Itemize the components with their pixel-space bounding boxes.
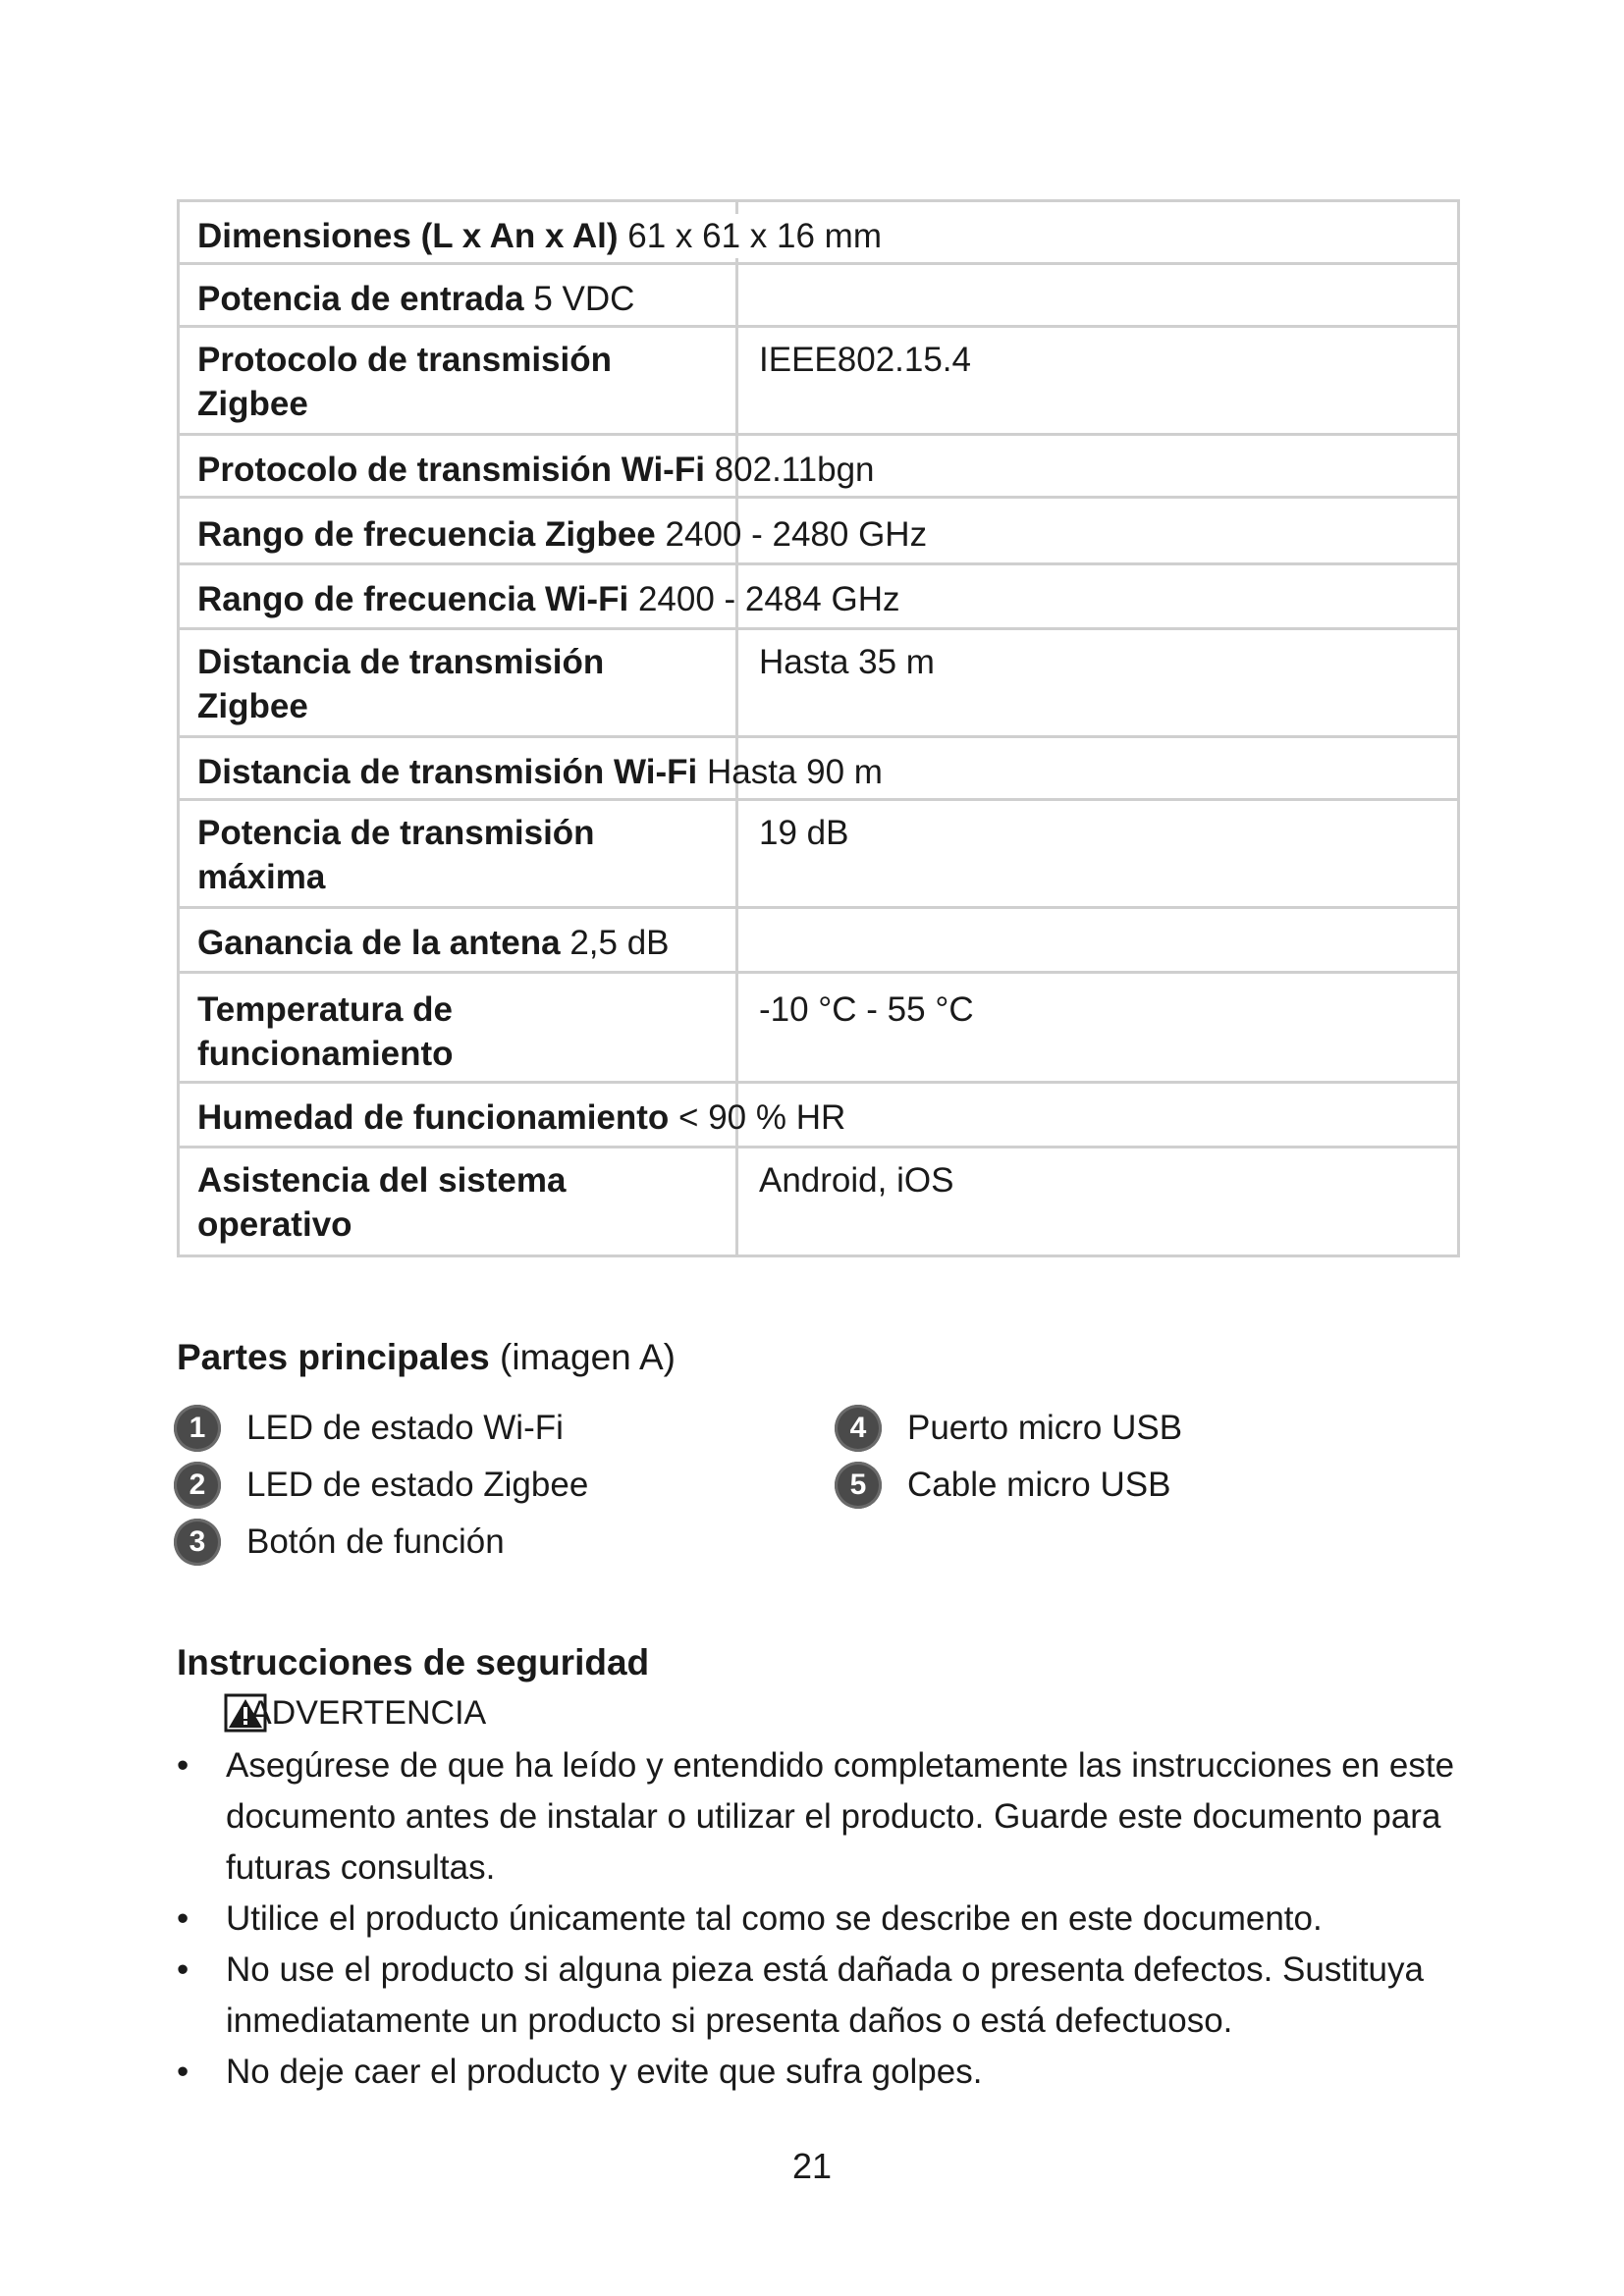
parts-heading [177,1337,676,1378]
spec-value: -10 °C - 55 °C [759,990,974,1029]
column-divider [735,1148,738,1255]
spec-label: Rango de frecuencia Zigbee [197,515,656,554]
spec-label: Temperatura de funcionamiento [197,990,454,1073]
spec-cell [197,577,900,621]
spec-label: Humedad de funcionamiento [197,1098,670,1137]
table-row [180,1148,1457,1255]
spec-value: Hasta 90 m [706,753,883,791]
column-divider [735,909,738,971]
table-row [180,909,1457,974]
spec-value: 802.11bgn [714,451,875,489]
spec-value: Android, iOS [759,1161,954,1200]
table-row [180,630,1457,738]
column-divider [735,328,738,433]
list-item [835,1462,1170,1509]
column-divider [735,630,738,735]
spec-cell [197,1095,845,1140]
spec-value: 2400 - 2480 GHz [665,515,928,554]
parts-title-suffix: (imagen A) [500,1337,676,1377]
table-row [180,265,1457,328]
spec-value: 61 x 61 x 16 mm [627,217,882,255]
part-label: LED de estado Zigbee [246,1466,589,1504]
spec-value: 2400 - 2484 GHz [637,580,900,618]
spec-cell [197,448,875,492]
spec-label: Rango de frecuencia Wi-Fi [197,580,629,618]
safety-list [177,1740,1473,2098]
spec-cell [197,277,634,321]
list-item: • Utilice el producto únicamente tal como se describe en este documento. [177,1894,1473,1945]
list-item [174,1462,588,1509]
table-row [180,328,1457,436]
spec-table [177,199,1460,1257]
number-badge: 5 [835,1462,882,1509]
spec-label: Protocolo de transmisión Wi-Fi [197,451,705,489]
parts-title: Partes principales [177,1337,490,1377]
list-item: • Asegúrese de que ha leído y entendido completamente las instrucciones en este documento antes de instalar o utilizar el producto. Guarde este documento para futuras consultas. [177,1740,1473,1894]
table-row [180,801,1457,909]
part-label: Botón de función [246,1522,505,1561]
table-row [180,565,1457,630]
warning-label: ADVERTENCIA [249,1693,487,1732]
list-item [174,1519,505,1566]
table-row [180,1084,1457,1148]
table-row [180,436,1457,499]
spec-label: Dimensiones (L x An x Al) [197,217,619,255]
spec-label: Protocolo de transmisión Zigbee [197,341,612,423]
list-item: • No use el producto si alguna pieza está dañada o presenta defectos. Sustituya inmediatamente un producto si presenta daños o está defectuoso. [177,1945,1473,2047]
column-divider [735,801,738,906]
spec-label: Potencia de transmisión máxima [197,814,595,896]
number-badge: 1 [174,1405,221,1452]
spec-value: 5 VDC [533,280,635,318]
number-badge: 3 [174,1519,221,1566]
table-row [180,974,1457,1084]
part-label: LED de estado Wi-Fi [246,1409,564,1447]
spec-value: IEEE802.15.4 [759,341,971,379]
spec-label: Asistencia del sistema operativo [197,1161,567,1244]
table-row [180,738,1457,801]
spec-cell [197,921,670,965]
spec-cell [197,750,883,794]
column-divider [735,265,738,325]
spec-label: Potencia de entrada [197,280,524,318]
column-divider [735,974,738,1081]
spec-cell [197,214,882,258]
list-item [835,1405,1182,1452]
table-row [180,499,1457,565]
part-label: Cable micro USB [907,1466,1171,1504]
part-label: Puerto micro USB [907,1409,1183,1447]
spec-value: < 90 % HR [678,1098,846,1137]
number-badge: 4 [835,1405,882,1452]
spec-value: 2,5 dB [569,924,670,962]
spec-label: Distancia de transmisión Wi-Fi [197,753,698,791]
warning-line [224,1693,486,1733]
list-item [174,1405,564,1452]
spec-value: Hasta 35 m [759,643,935,681]
spec-label: Ganancia de la antena [197,924,561,962]
spec-label: Distancia de transmisión Zigbee [197,643,605,725]
safety-heading: Instrucciones de seguridad [177,1642,650,1682]
list-item: • No deje caer el producto y evite que sufra golpes. [177,2047,1473,2098]
number-badge: 2 [174,1462,221,1509]
table-row [180,202,1457,265]
page-number: 21 [791,2146,833,2186]
spec-cell [197,512,927,557]
spec-value: 19 dB [759,814,849,852]
